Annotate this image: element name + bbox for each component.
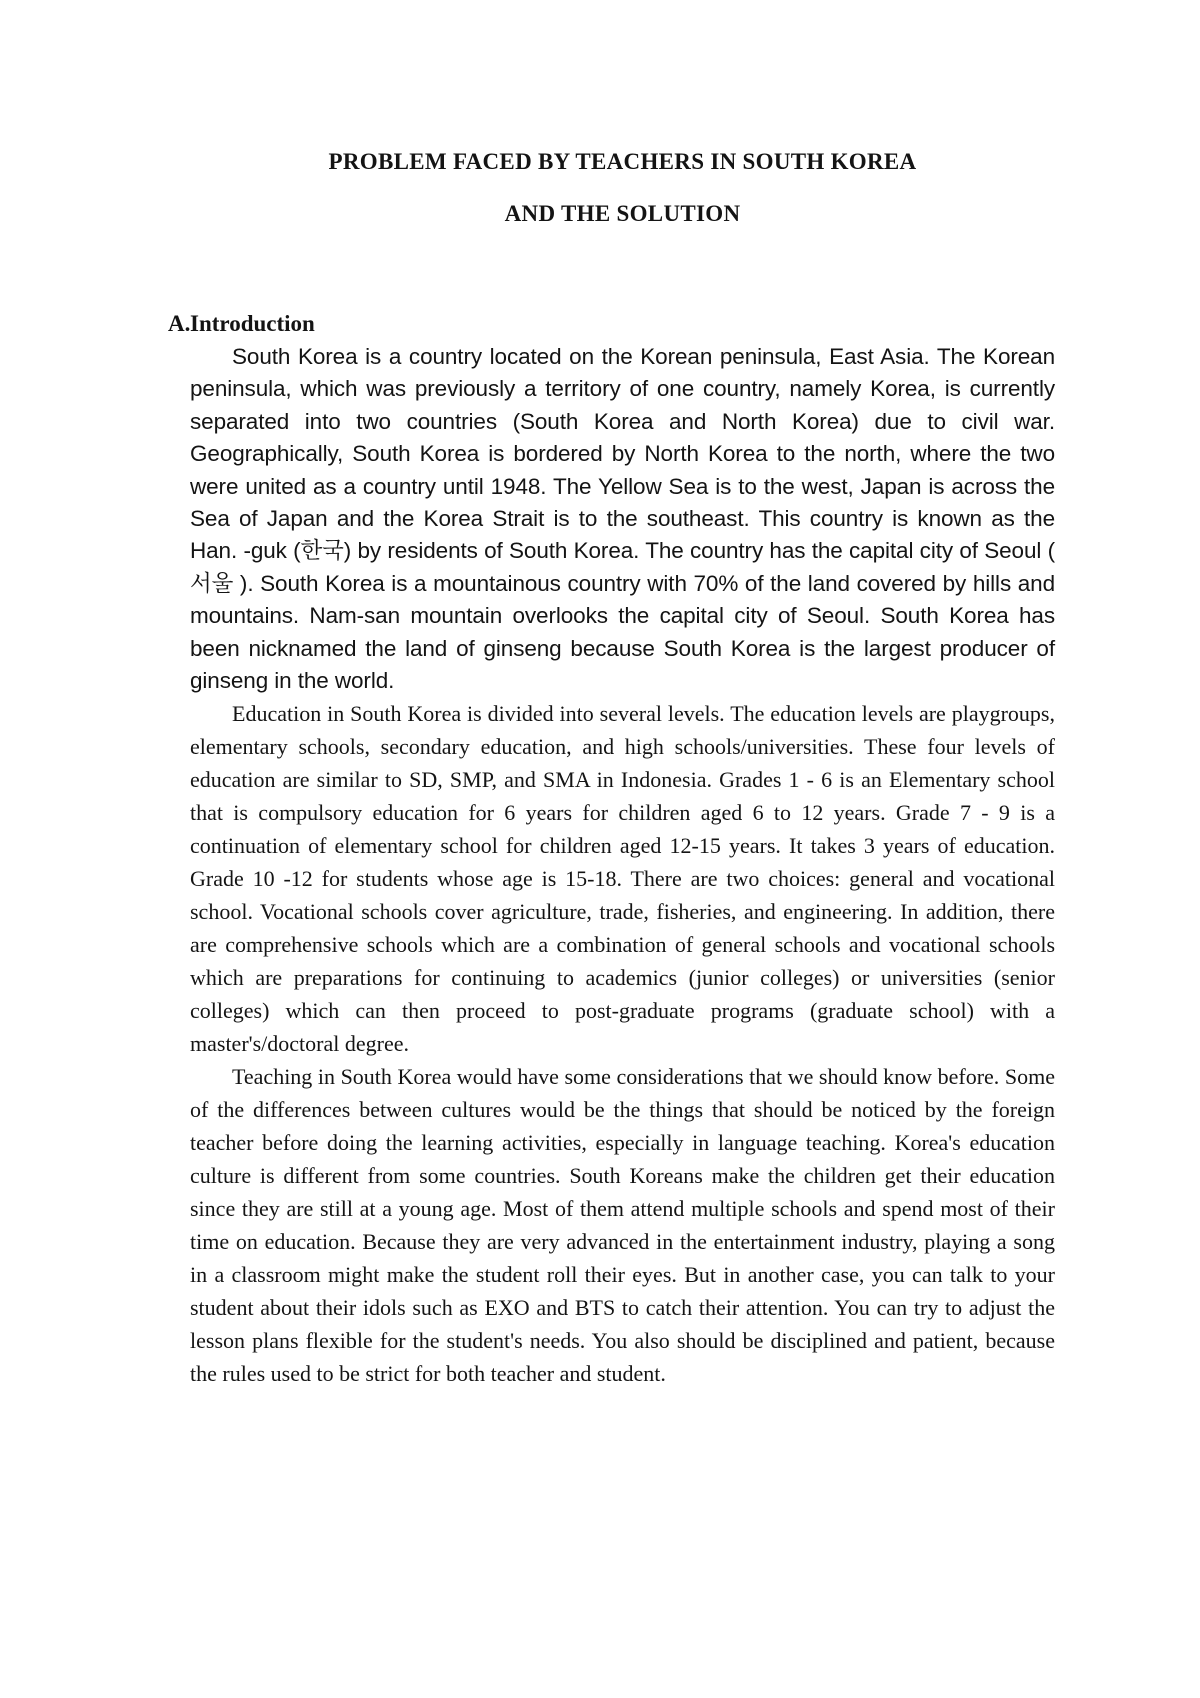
title-line-1: PROBLEM FACED BY TEACHERS IN SOUTH KOREA — [328, 149, 917, 174]
section-marker: A. — [168, 311, 191, 336]
section-heading-text: Introduction — [190, 311, 315, 336]
section-heading-introduction — [168, 309, 1055, 339]
paragraph-education-levels: Education in South Korea is divided into several levels. The education levels are playgroups, elementary schools, secondary education, and high schools/universities. These four levels of education are similar to SD, SMP, and SMA in Indonesia. Grades 1 - 6 is an Elementary school that is compulsory education for 6 years for children aged 6 to 12 years. Grade 7 - 9 is a continuation of elementary school for children aged 12-15 years. It takes 3 years of education. Grade 10 -12 for students whose age is 15-18. There are two choices: general and vocational school. Vocational schools cover agriculture, trade, fisheries, and engineering. In addition, there are comprehensive schools which are a combination of general schools and vocational schools which are preparations for continuing to academics (junior colleges) or universities (senior colleges) which can then proceed to post-graduate programs (graduate school) with a master's/doctoral degree. — [190, 701, 1055, 1057]
paragraph-teaching-considerations: Teaching in South Korea would have some considerations that we should know before. Some of the differences between cultures would be the things that should be noticed by the foreign teacher before doing the learning activities, especially in language teaching. Korea's education culture is different from some countries. South Koreans make the children get their education since they are still at a young age. Most of them attend multiple schools and spend most of their time on education. Because they are very advanced in the entertainment industry, playing a song in a classroom might make the student roll their eyes. But in another case, you can talk to your student about their idols such as EXO and BTS to catch their attention. You can try to adjust the lesson plans flexible for the student's needs. You also should be disciplined and patient, because the rules used to be strict for both teacher and student. — [190, 1064, 1055, 1387]
paragraph-intro-overview: South Korea is a country located on the Korean peninsula, East Asia. The Korean peninsula, which was previously a territory of one country, namely Korea, is currently separated into two countries (South Korea and North Korea) due to civil war. Geographically, South Korea is bordered by North Korea to the north, where the two were united as a country until 1948. The Yellow Sea is to the west, Japan is across the Sea of Japan and the Korea Strait is to the southeast. This country is known as the Han. -guk (한국) by residents of South Korea. The country has the capital city of Seoul ( 서울 ). South Korea is a mountainous country with 70% of the land covered by hills and mountains. Nam-san mountain overlooks the capital city of Seoul. South Korea has been nicknamed the land of ginseng because South Korea is the largest producer of ginseng in the world. — [190, 344, 1055, 694]
title-line-2: AND THE SOLUTION — [504, 201, 741, 226]
document-title — [190, 150, 1055, 225]
